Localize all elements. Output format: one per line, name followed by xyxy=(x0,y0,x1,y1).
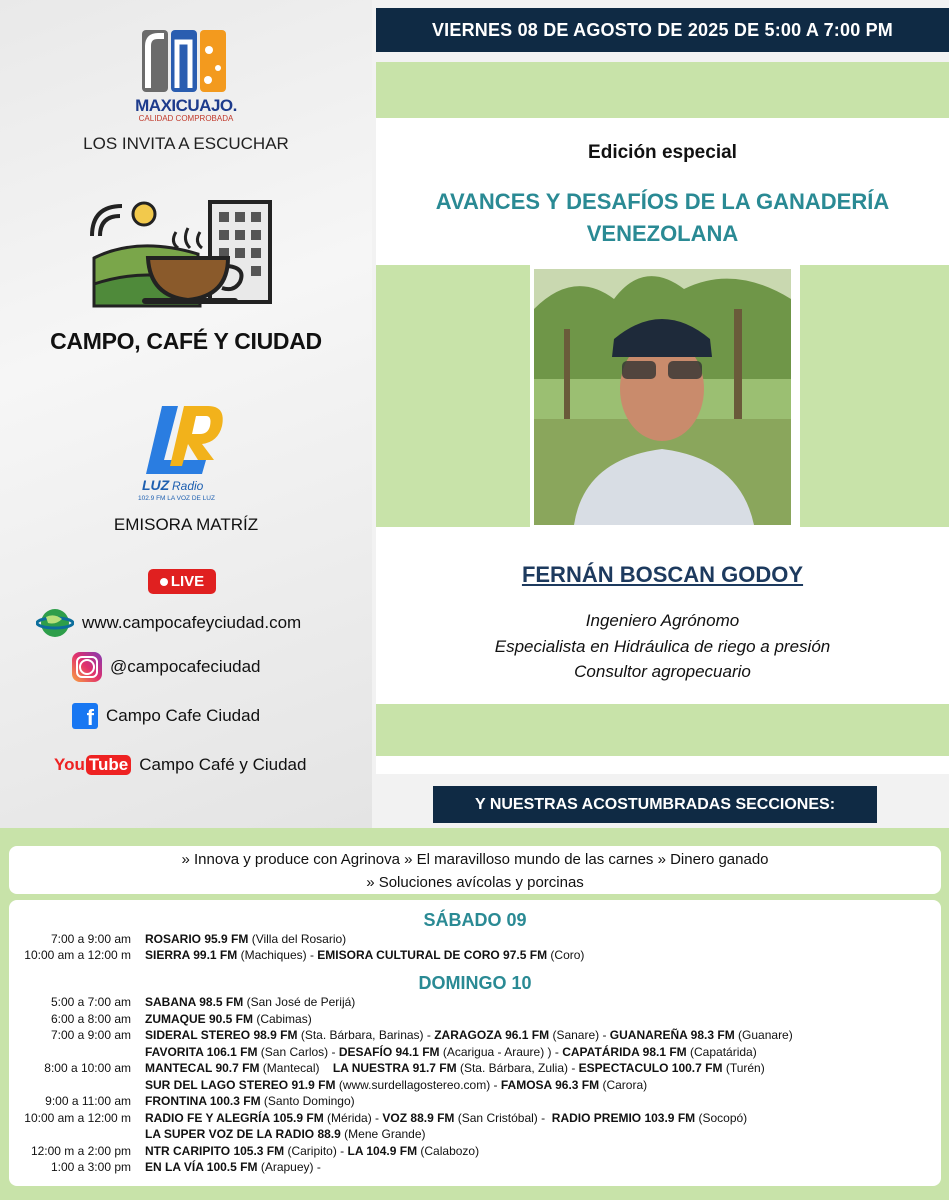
station-name: CAPATÁRIDA 98.1 FM xyxy=(562,1045,687,1059)
station-location: (Coro) xyxy=(547,948,585,962)
headline-line-2: VENEZOLANA xyxy=(586,220,739,246)
green-band-right xyxy=(800,265,949,527)
youtube-brand-tube: Tube xyxy=(86,755,131,775)
station-name: SABANA 98.5 FM xyxy=(145,995,244,1009)
schedule-row xyxy=(9,1045,941,1062)
station-location: (Mene Grande) xyxy=(340,1127,426,1141)
station-location: (San Cristóbal) - xyxy=(454,1111,552,1125)
station-name: SIDERAL STEREO 98.9 FM xyxy=(145,1028,298,1042)
schedule-time: 8:00 a 10:00 am xyxy=(44,1061,131,1075)
station-name: FAMOSA 96.3 FM xyxy=(500,1078,600,1092)
left-column xyxy=(0,0,372,828)
station-name: LA 104.9 FM xyxy=(347,1144,418,1158)
episode-headline xyxy=(376,186,949,250)
sections-line-1: » Innova y produce con Agrinova » El maravilloso mundo de las carnes » Dinero ganado xyxy=(181,851,769,868)
instagram-link[interactable] xyxy=(72,652,261,682)
station-name: GUANAREÑA 98.3 FM xyxy=(609,1028,735,1042)
schedule-box xyxy=(9,900,941,1186)
schedule-row xyxy=(9,948,941,965)
station-name: RADIO PREMIO 103.9 FM xyxy=(551,1111,696,1125)
youtube-icon xyxy=(54,755,131,775)
saturday-title: SÁBADO 09 xyxy=(423,910,527,930)
date-banner: VIERNES 08 DE AGOSTO DE 2025 DE 5:00 A 7:00 PM xyxy=(376,8,949,52)
schedule-row xyxy=(9,1061,941,1078)
schedule-stations xyxy=(145,1078,941,1095)
bottom-area xyxy=(0,828,949,1200)
schedule-row xyxy=(9,1160,941,1177)
svg-text:LUZ: LUZ xyxy=(142,477,170,493)
station-name: NTR CARIPITO 105.3 FM xyxy=(145,1144,285,1158)
station-location: (www.surdellagostereo.com) - xyxy=(335,1078,501,1092)
green-band-bottom xyxy=(376,704,949,756)
station-location: (Machiques) - xyxy=(237,948,318,962)
schedule-stations xyxy=(145,1094,941,1111)
live-dot-icon xyxy=(160,578,168,586)
schedule-row xyxy=(9,1111,941,1128)
station-name: LA SUPER VOZ DE LA RADIO 88.9 xyxy=(145,1127,341,1141)
station-location: (Acarigua - Araure) ) - xyxy=(439,1045,563,1059)
schedule-time: 1:00 a 3:00 pm xyxy=(50,1160,131,1174)
youtube-text: Campo Café y Ciudad xyxy=(139,755,307,774)
guest-credential-2: Especialista en Hidráulica de riego a presión xyxy=(494,636,831,656)
maxicuajo-logo-icon xyxy=(140,28,230,98)
show-name: CAMPO, CAFÉ Y CIUDAD xyxy=(50,328,322,354)
green-band-left xyxy=(376,265,530,527)
station-location: (Carora) xyxy=(599,1078,648,1092)
sections-line-2: » Soluciones avícolas y porcinas xyxy=(366,874,584,892)
sunday-title: DOMINGO 10 xyxy=(418,973,532,993)
sections-list xyxy=(9,846,941,894)
schedule-row xyxy=(9,1144,941,1161)
svg-text:Radio: Radio xyxy=(172,479,204,493)
station-name: VOZ 88.9 FM xyxy=(382,1111,455,1125)
schedule-stations xyxy=(145,1160,941,1177)
live-label: LIVE xyxy=(170,573,205,590)
station-name: MANTECAL 90.7 FM xyxy=(145,1061,260,1075)
station-location: (Sta. Bárbara, Zulia) - xyxy=(456,1061,579,1075)
globe-icon xyxy=(36,607,74,639)
brand-name: MAXICUAJO. xyxy=(135,96,237,115)
station-name: SUR DEL LAGO STEREO 91.9 FM xyxy=(145,1078,336,1092)
station-location: (Santo Domingo) xyxy=(260,1094,355,1108)
facebook-link[interactable] xyxy=(72,703,260,729)
website-text: www.campocafeyciudad.com xyxy=(82,613,302,632)
station-location: (Guanare) xyxy=(734,1028,793,1042)
schedule-stations xyxy=(145,1012,941,1029)
station-location: (Sanare) - xyxy=(549,1028,610,1042)
schedule-stations xyxy=(145,1045,941,1062)
schedule-stations xyxy=(145,1144,941,1161)
schedule-time: 9:00 a 11:00 am xyxy=(45,1094,131,1108)
schedule-row xyxy=(9,995,941,1012)
station-location: (Mérida) - xyxy=(323,1111,383,1125)
schedule-stations xyxy=(145,1061,941,1078)
station-name: EN LA VÍA 100.5 FM xyxy=(145,1160,258,1174)
schedule-time: 10:00 am a 12:00 m xyxy=(24,948,131,962)
guest-photo xyxy=(534,269,791,525)
schedule-row xyxy=(9,1127,941,1144)
station-location: (Caripito) - xyxy=(284,1144,348,1158)
schedule-stations xyxy=(145,932,941,949)
station-name: FRONTINA 100.3 FM xyxy=(145,1094,261,1108)
guest-credential-3: Consultor agropecuario xyxy=(574,662,751,681)
station-name: DESAFÍO 94.1 FM xyxy=(338,1045,440,1059)
brand-tagline: CALIDAD COMPROBADA xyxy=(138,114,234,123)
schedule-stations xyxy=(145,1028,941,1045)
schedule-time: 7:00 a 9:00 am xyxy=(50,1028,131,1042)
station-name: RADIO FE Y ALEGRÍA 105.9 FM xyxy=(145,1111,324,1125)
schedule-time xyxy=(9,1045,145,1062)
sections-banner: Y NUESTRAS ACOSTUMBRADAS SECCIONES: xyxy=(433,786,877,823)
station-location: (San José de Perijá) xyxy=(243,995,356,1009)
station-name: LA NUESTRA 91.7 FM xyxy=(332,1061,457,1075)
instagram-icon xyxy=(72,652,102,682)
facebook-text: Campo Cafe Ciudad xyxy=(106,706,261,725)
station-location: (Arapuey) - xyxy=(257,1160,321,1174)
youtube-link[interactable] xyxy=(54,755,306,775)
station-location: (Turén) xyxy=(722,1061,765,1075)
instagram-text: @campocafeciudad xyxy=(110,657,261,676)
station-name: ESPECTACULO 100.7 FM xyxy=(578,1061,723,1075)
website-link[interactable] xyxy=(36,607,301,639)
station-name: SIERRA 99.1 FM xyxy=(145,948,238,962)
schedule-row xyxy=(9,1078,941,1095)
schedule-time: 6:00 a 8:00 am xyxy=(50,1012,131,1026)
station-location: (Capatárida) xyxy=(686,1045,757,1059)
guest-credentials xyxy=(376,608,949,685)
green-band-top xyxy=(376,62,949,118)
schedule-row xyxy=(9,1028,941,1045)
station-name: FAVORITA 106.1 FM xyxy=(145,1045,258,1059)
campo-cafe-ciudad-logo-icon xyxy=(88,196,278,311)
schedule-stations xyxy=(145,1111,941,1128)
schedule-row xyxy=(9,1012,941,1029)
station-location: (Cabimas) xyxy=(253,1012,312,1026)
station-name: ZUMAQUE 90.5 FM xyxy=(145,1012,254,1026)
schedule-row xyxy=(9,1094,941,1111)
luz-radio-logo-icon xyxy=(134,402,234,502)
schedule-time: 10:00 am a 12:00 m xyxy=(24,1111,131,1125)
station-name: ROSARIO 95.9 FM xyxy=(145,932,249,946)
station-location: (Mantecal) xyxy=(259,1061,333,1075)
station-location: (Sta. Bárbara, Barinas) - xyxy=(297,1028,435,1042)
schedule-time: 7:00 a 9:00 am xyxy=(50,932,131,946)
station-location: (San Carlos) - xyxy=(257,1045,339,1059)
svg-text:102.9 FM LA VOZ DE LUZ: 102.9 FM LA VOZ DE LUZ xyxy=(138,495,215,502)
schedule-stations xyxy=(145,1127,941,1144)
schedule-time xyxy=(9,1127,145,1144)
edition-label: Edición especial xyxy=(588,142,737,163)
emisora-label: EMISORA MATRÍZ xyxy=(113,515,259,534)
station-name: EMISORA CULTURAL DE CORO 97.5 FM xyxy=(317,948,548,962)
schedule-time: 5:00 a 7:00 am xyxy=(50,995,131,1009)
station-name: ZARAGOZA 96.1 FM xyxy=(434,1028,550,1042)
schedule-stations xyxy=(145,948,941,965)
episode-panel xyxy=(376,62,949,774)
invite-text: LOS INVITA A ESCUCHAR xyxy=(83,134,289,153)
guest-name: FERNÁN BOSCAN GODOY xyxy=(521,562,804,587)
station-location: (Villa del Rosario) xyxy=(248,932,347,946)
live-badge[interactable] xyxy=(148,569,216,594)
schedule-time: 12:00 m a 2:00 pm xyxy=(30,1144,131,1158)
facebook-icon: f xyxy=(72,703,98,729)
schedule-time xyxy=(9,1078,145,1095)
youtube-brand-you: You xyxy=(54,755,85,774)
station-location: (Socopó) xyxy=(695,1111,748,1125)
guest-credential-1: Ingeniero Agrónomo xyxy=(585,611,740,630)
schedule-stations xyxy=(145,995,941,1012)
station-location: (Calabozo) xyxy=(417,1144,480,1158)
schedule-row xyxy=(9,932,941,949)
headline-line-1: AVANCES Y DESAFÍOS DE LA GANADERÍA xyxy=(435,189,890,214)
